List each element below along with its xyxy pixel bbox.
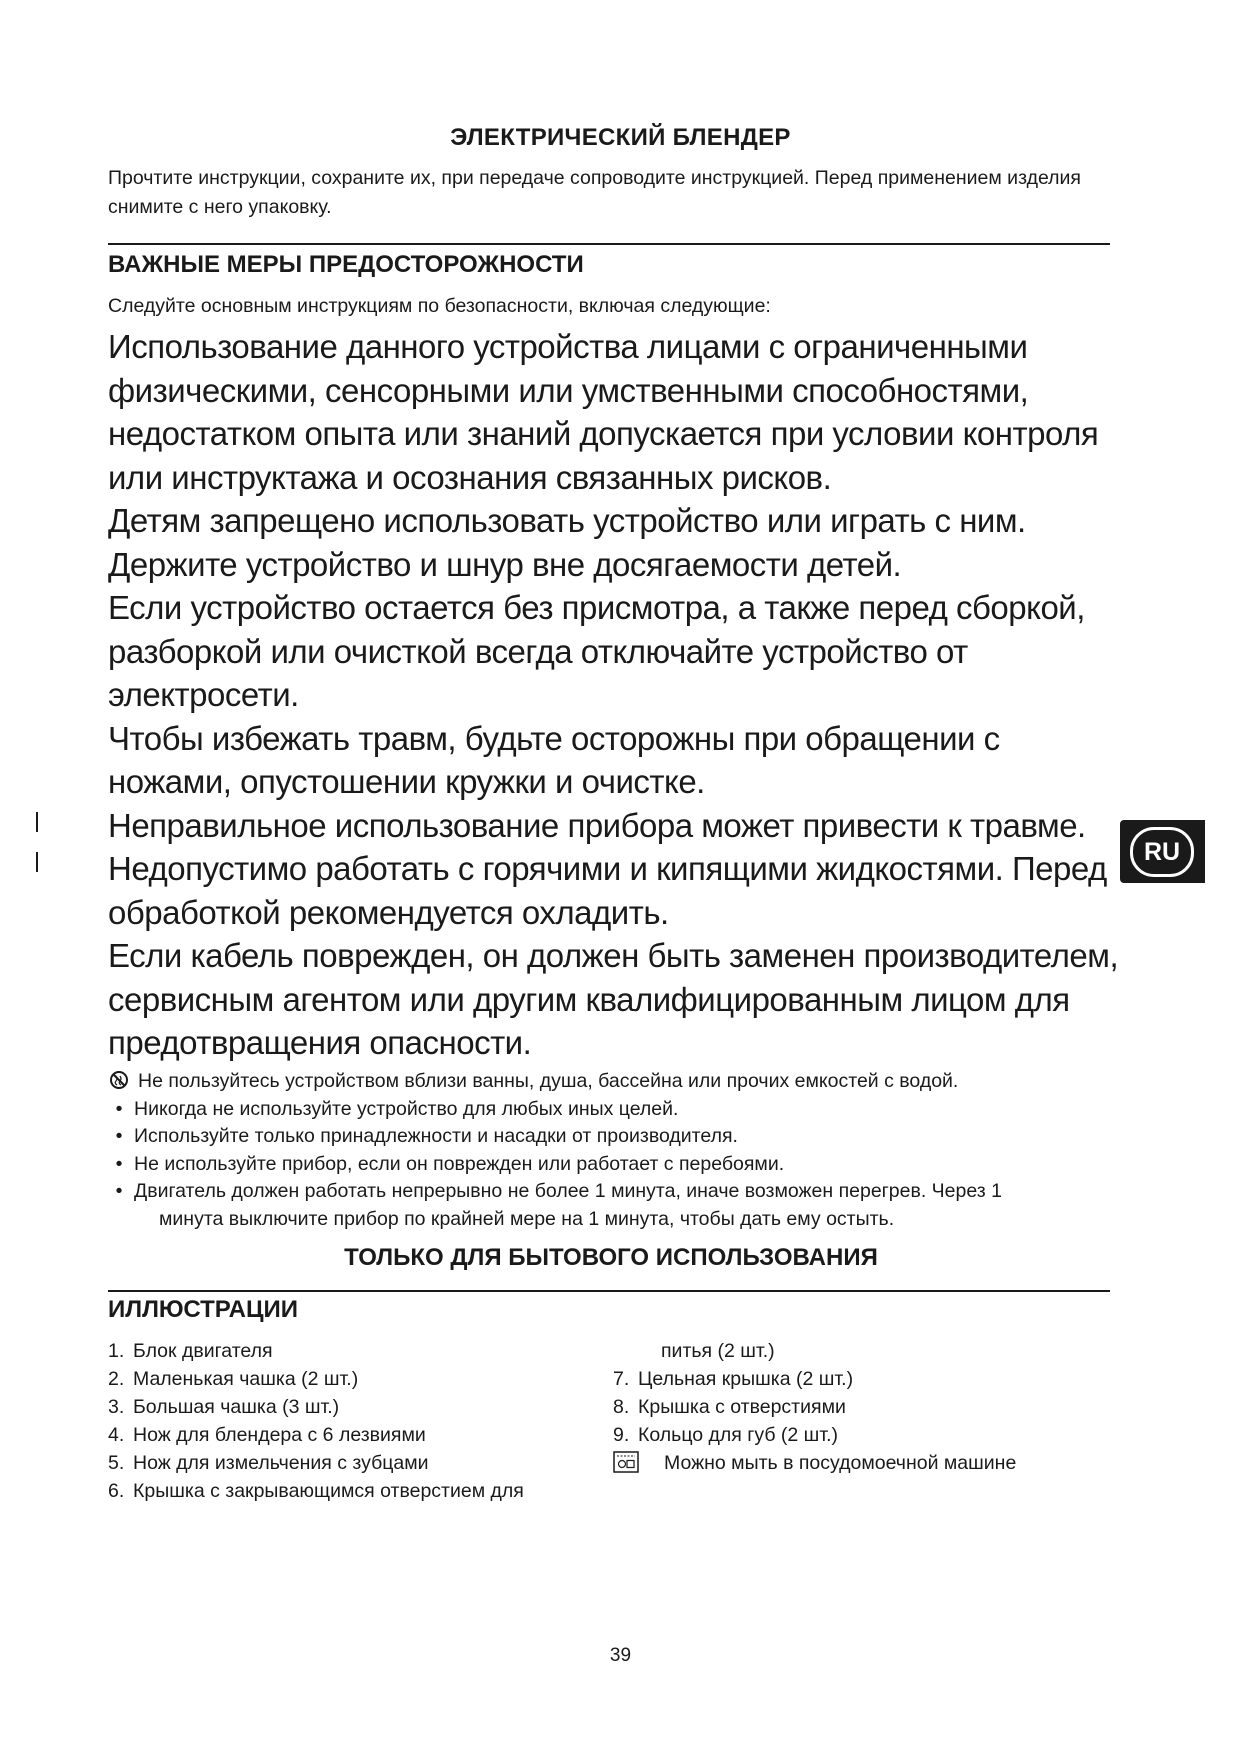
item-text: Большая чашка (3 шт.): [133, 1396, 340, 1418]
item-number: 3.: [108, 1396, 125, 1418]
list-item-text: Двигатель должен работать непрерывно не более 1 минута, иначе возможен перегрев. Через 1: [134, 1180, 1002, 1202]
section-divider: [108, 243, 1110, 245]
item-text: Нож для блендера с 6 лезвиями: [133, 1424, 426, 1446]
item-number: 7.: [613, 1368, 630, 1390]
list-item: [108, 1068, 1118, 1096]
safety-warnings: [108, 325, 1128, 1065]
list-item-continuation: минута выключите прибор по крайней мере на 1 минута, чтобы дать ему остыть.: [159, 1207, 895, 1230]
list-item: [613, 1421, 1016, 1449]
warning-paragraph: Использование данного устройства лицами с ограниченными физическими, сенсорными или умственными способностями, недостатком опыта или знаний допускается при условии контроля или инструктажа и осознания связанных рисков.: [108, 328, 1099, 496]
bullet-icon: •: [115, 1097, 123, 1120]
page-number: 39: [609, 1645, 632, 1666]
list-item-text: Никогда не используйте устройство для любых иных целей.: [134, 1097, 679, 1120]
list-item: [108, 1178, 1118, 1206]
list-item: [108, 1096, 1118, 1124]
list-item-text: Не используйте прибор, если он поврежден или работает с перебоями.: [134, 1152, 785, 1175]
item-text: Крышка с отверстиями: [638, 1396, 846, 1418]
list-item: [613, 1365, 1016, 1393]
item-text: Цельная крышка (2 шт.): [638, 1368, 854, 1390]
list-item-text: Используйте только принадлежности и насадки от производителя.: [134, 1125, 738, 1147]
bullet-icon: •: [115, 1180, 123, 1202]
list-item: [108, 1449, 524, 1477]
item-number: 2.: [108, 1368, 125, 1390]
list-item: [613, 1393, 1016, 1421]
safety-heading: ВАЖНЫЕ МЕРЫ ПРЕДОСТОРОЖНОСТИ: [108, 251, 584, 278]
bullet-icon: •: [115, 1152, 123, 1175]
item-number: 5.: [108, 1452, 125, 1474]
list-item: [108, 1421, 524, 1449]
list-item-continuation: питья (2 шт.): [661, 1340, 775, 1362]
language-tab: [1120, 820, 1205, 883]
item-text: Блок двигателя: [133, 1340, 273, 1362]
list-item-text: Не пользуйтесь устройством вблизи ванны, душа, бассейна или прочих емкостей с водой.: [138, 1070, 959, 1092]
list-item: [108, 1477, 524, 1505]
list-item: [108, 1365, 524, 1393]
warning-paragraph: Чтобы избежать травм, будьте осторожны при обращении с ножами, опустошении кружки и очистке.: [108, 719, 1000, 800]
item-text: Крышка с закрывающимся отверстием для: [133, 1480, 524, 1502]
warning-paragraph: Недопустимо работать с горячими и кипящими жидкостями. Перед обработкой рекомендуется охладить.: [108, 850, 1107, 931]
list-item: [108, 1151, 1118, 1179]
no-water-icon: [108, 1068, 130, 1096]
margin-mark: [36, 852, 38, 872]
safety-follow-text: Следуйте основным инструкциям по безопасности, включая следующие:: [108, 295, 771, 317]
parts-list-right: [613, 1337, 1016, 1481]
item-text: Кольцо для губ (2 шт.): [638, 1424, 839, 1446]
bullet-icon: •: [115, 1125, 123, 1147]
warning-paragraph: Если кабель поврежден, он должен быть заменен производителем, сервисным агентом или другим квалифицированным лицом для предотвращения опасности.: [108, 937, 1119, 1061]
list-item: [613, 1449, 1016, 1481]
item-text: Нож для измельчения с зубцами: [133, 1452, 429, 1474]
warning-paragraph: Неправильное использование прибора может привести к травме.: [108, 806, 1086, 844]
intro-text: Прочтите инструкции, сохраните их, при передаче сопроводите инструкцией. Перед применением изделия снимите с него упаковку.: [108, 167, 1081, 218]
item-number: 1.: [108, 1340, 125, 1362]
warning-paragraph: Детям запрещено использовать устройство или играть с ним. Держите устройство и шнур вне досягаемости детей.: [108, 502, 1026, 583]
list-item: [108, 1337, 524, 1365]
parts-list-left: [108, 1337, 524, 1505]
document-title: ЭЛЕКТРИЧЕСКИЙ БЛЕНДЕР: [450, 124, 791, 151]
dishwasher-icon: [613, 1451, 639, 1481]
safety-rules-list: [108, 1068, 1118, 1233]
item-number: 9.: [613, 1424, 630, 1446]
illustrations-heading: ИЛЛЮСТРАЦИИ: [108, 1296, 299, 1323]
section-divider: [108, 1290, 1110, 1292]
warning-paragraph: Если устройство остается без присмотра, а также перед сборкой, разборкой или очисткой всегда отключайте устройство от электросети.: [108, 589, 1085, 713]
item-number: 6.: [108, 1480, 125, 1502]
language-badge: RU: [1130, 827, 1194, 877]
item-number: 8.: [613, 1396, 630, 1418]
household-use-heading: ТОЛЬКО ДЛЯ БЫТОВОГО ИСПОЛЬЗОВАНИЯ: [344, 1244, 878, 1271]
item-text: Маленькая чашка (2 шт.): [133, 1368, 359, 1390]
list-item: [108, 1393, 524, 1421]
margin-mark: [36, 812, 38, 832]
item-number: 4.: [108, 1424, 125, 1446]
list-item: [108, 1123, 1118, 1151]
item-text: Можно мыть в посудомоечной машине: [664, 1452, 1017, 1474]
